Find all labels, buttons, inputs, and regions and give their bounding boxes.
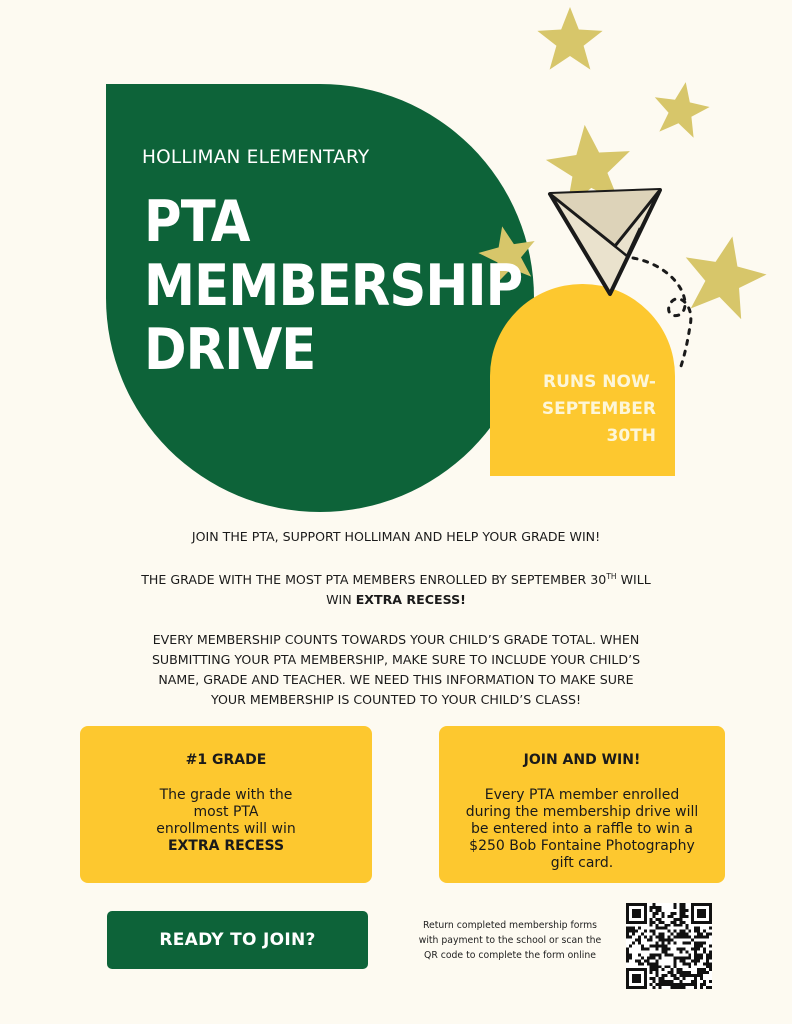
card-line: most PTA [193,804,259,820]
prize-text: EXTRA RECESS! [355,592,466,608]
ready-to-join-button[interactable]: READY TO JOIN? [107,911,368,969]
text-span: THE GRADE WITH THE MOST PTA MEMBERS ENROLLED BY SEPTEMBER 30 [141,572,607,588]
card-line: gift card. [550,855,614,871]
paragraph-line: YOUR MEMBERSHIP IS COUNTED TO YOUR CHILD’S CLASS! [210,692,582,707]
paragraph-line: EVERY MEMBERSHIP COUNTS TOWARDS YOUR CHILD’S GRADE TOTAL. WHEN [152,632,640,647]
card-line: during the membership drive will [465,804,699,820]
card-line: be entered into a raffle to win a [471,821,693,837]
date-line: 30TH [606,426,656,446]
paragraph-line: SUBMITTING YOUR PTA MEMBERSHIP, MAKE SURE TO INCLUDE YOUR CHILD’S [151,652,641,667]
contest-paragraph [96,567,696,610]
paragraph-line: JOIN THE PTA, SUPPORT HOLLIMAN AND HELP YOUR GRADE WIN! [191,529,601,544]
paragraph-line [96,567,696,590]
card-line: The grade with the [159,787,293,803]
instruction-line: Return completed membership forms [422,920,598,931]
qr-code-icon[interactable] [626,903,712,989]
card-title: #1 GRADE [185,752,267,768]
card-line: Every PTA member enrolled [484,787,680,803]
title-line: MEMBERSHIP [144,253,523,319]
grade-prize-card [80,726,372,883]
superscript: TH [606,572,617,581]
paper-plane-icon [545,186,705,376]
date-line: SEPTEMBER [541,399,656,419]
star-icon [652,80,710,138]
paragraph-line: NAME, GRADE AND TEACHER. WE NEED THIS INFORMATION TO MAKE SURE [158,672,634,687]
date-range-text [520,369,656,450]
date-line: RUNS NOW- [542,372,656,392]
instruction-line: QR code to complete the form online [424,950,596,961]
instructions-paragraph [96,630,696,710]
page-title [144,190,564,382]
school-name: HOLLIMAN ELEMENTARY [142,147,370,168]
return-instructions [402,918,618,963]
card-line: $250 Bob Fontaine Photography [469,838,695,854]
star-icon [536,5,604,73]
paragraph-line [96,590,696,610]
instruction-line: with payment to the school or scan the [418,935,602,946]
title-line: DRIVE [144,317,316,383]
intro-paragraph [96,527,696,547]
raffle-card [439,726,725,883]
card-line: enrollments will win [156,821,296,837]
title-line: PTA [144,189,250,255]
text-span: WIN [326,592,356,608]
card-body [439,787,725,872]
card-line: EXTRA RECESS [167,838,285,854]
card-body [80,787,372,855]
card-title: JOIN AND WIN! [523,752,641,768]
text-span: WILL [616,572,651,588]
